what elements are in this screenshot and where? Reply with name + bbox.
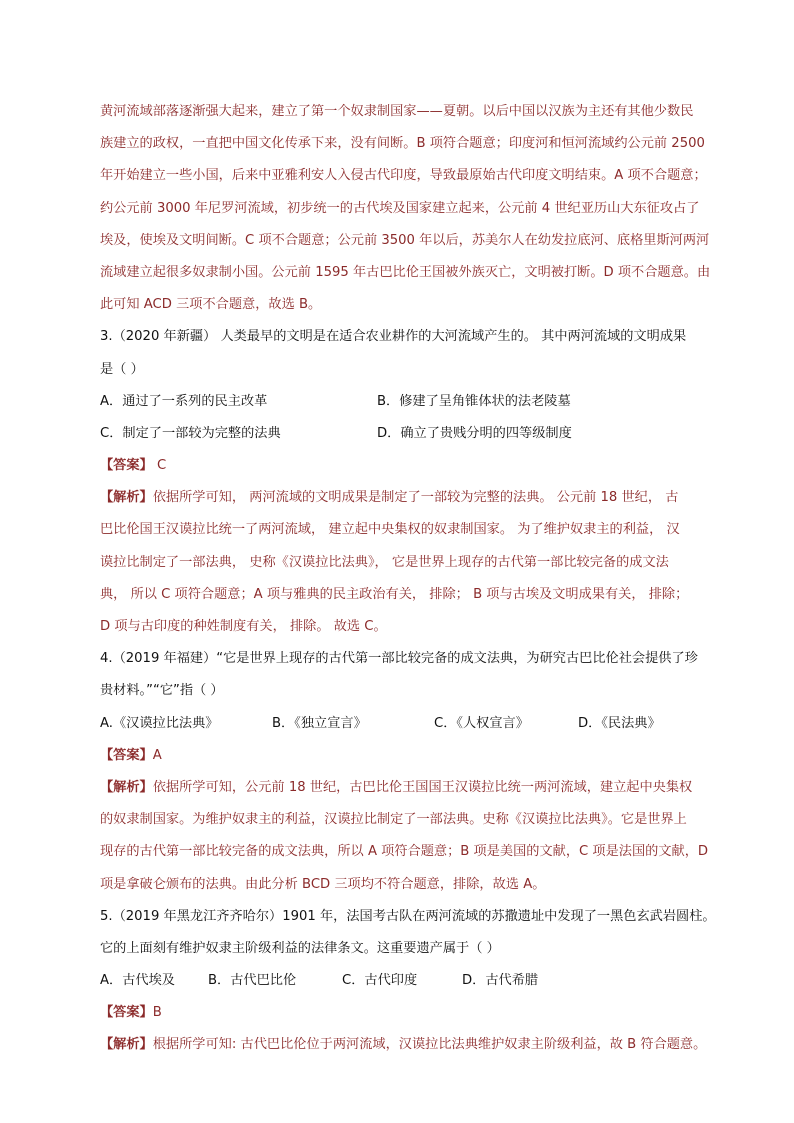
answer-tag: 【答案】 — [100, 458, 153, 474]
analysis-line: 典， 所以 C 项符合题意；A 项与雅典的民主政治有关， 排除； B 项与古埃及文明成果有关， 排除； — [100, 586, 689, 602]
analysis-line: D 项与古印度的种姓制度有关， 排除。 故选 C。 — [100, 619, 387, 634]
option-a: A.《汉谟拉比法典》 — [100, 715, 219, 731]
answer-value: A — [152, 747, 162, 763]
options-row — [100, 386, 736, 418]
question-5 — [100, 901, 736, 1062]
answer-tag: 【答案】 — [100, 1005, 153, 1021]
options-row — [100, 418, 736, 450]
question-stem: 5.（2019 年黑龙江齐齐哈尔）1901 年，法国考古队在两河流域的苏撒遗址中发现了一黑色玄武岩圆柱。 — [100, 908, 716, 924]
text-line: 约公元前 3000 年尼罗河流域，初步统一的古代埃及国家建立起来，公元前 4 世纪亚历山大东征攻占了 — [100, 200, 700, 216]
option-b: B．《独立宣言》 — [272, 715, 367, 731]
option-a: A．古代埃及 — [100, 973, 175, 989]
analysis-line: 【解析】依据所学可知，公元前 18 世纪，古巴比伦王国国王汉谟拉比统一两河流域，建立起中央集权 — [100, 779, 693, 795]
option-b: B．古代巴比伦 — [208, 973, 297, 989]
analysis-line: 巴比伦国王汉谟拉比统一了两河流域， 建立起中央集权的奴隶制国家。 为了维护奴隶主的利益， 汉 — [100, 522, 680, 538]
analysis-line: 的奴隶制国家。为维护奴隶主的利益，汉谟拉比制定了一部法典。史称《汉谟拉比法典》。它是世界上 — [100, 812, 687, 828]
question-stem: 3.（2020 年新疆） 人类最早的文明是在适合农业耕作的大河流域产生的。 其中两河流域的文明成果 — [100, 329, 687, 345]
question-4 — [100, 643, 736, 901]
option-b: B．修建了呈角锥体状的法老陵墓 — [377, 393, 571, 409]
question-stem: 贵材料。”“它”指（ ） — [100, 683, 224, 699]
analysis-line: 谟拉比制定了一部法典， 史称《汉谟拉比法典》， 它是世界上现存的古代第一部比较完备的成文法 — [100, 554, 669, 570]
text-line: 流域建立起很多奴隶制小国。公元前 1595 年古巴比伦王国被外族灭亡，文明被打断。D 项不合题意。由 — [100, 264, 711, 280]
answer-value: B — [152, 1005, 162, 1021]
option-c: C．制定了一部较为完整的法典 — [100, 425, 281, 441]
answer-line — [100, 997, 736, 1029]
text-line: 埃及，使埃及文明间断。C 项不合题意；公元前 3500 年以后，苏美尔人在幼发拉底河、底格里斯河两河 — [100, 232, 710, 248]
option-d: D．《民法典》 — [578, 715, 661, 731]
previous-analysis-continued — [100, 96, 736, 321]
question-stem: 它的上面刻有维护奴隶主阶级利益的法律条文。这重要遗产属于（ ） — [100, 940, 500, 956]
analysis-tag: 【解析】 — [100, 1037, 153, 1053]
options-row — [100, 708, 736, 740]
analysis-line: 【解析】根据所学可知: 古代巴比伦位于两河流域，汉谟拉比法典维护奴隶主阶级利益，故 B 符合题意。 — [100, 1037, 707, 1053]
question-stem: 4.（2019 年福建）“它是世界上现存的古代第一部比较完备的成文法典，为研究古巴比伦社会提供了珍 — [100, 651, 698, 667]
option-c: C．古代印度 — [342, 973, 418, 989]
option-d: D．确立了贵贱分明的四等级制度 — [377, 425, 572, 441]
analysis-line: 现存的古代第一部比较完备的成文法典，所以 A 项符合题意；B 项是美国的文献，C 项是法国的文献，D — [100, 844, 709, 860]
analysis-line: 项是拿破仑颁布的法典。由此分析 BCD 三项均不符合题意，排除，故选 A。 — [100, 876, 546, 892]
question-3 — [100, 321, 736, 643]
question-stem: 是（ ） — [100, 361, 144, 377]
text-line: 黄河流域部落逐渐强大起来，建立了第一个奴隶制国家——夏朝。以后中国以汉族为主还有其他少数民 — [100, 104, 694, 119]
answer-line — [100, 740, 736, 772]
answer-value: C — [152, 458, 167, 474]
text-line: 年开始建立一些小国，后来中亚雅利安人入侵古代印度，导致最原始古代印度文明结束。A 项不合题意； — [100, 168, 707, 184]
analysis-tag: 【解析】 — [100, 779, 153, 795]
option-a: A．通过了一系列的民主改革 — [100, 393, 268, 409]
options-row — [100, 965, 736, 997]
answer-line — [100, 450, 736, 482]
answer-tag: 【答案】 — [100, 747, 153, 763]
text-line: 族建立的政权，一直把中国文化传承下来，没有间断。B 项符合题意；印度河和恒河流域约公元前 2500 — [100, 136, 705, 152]
document-page — [100, 96, 736, 1062]
analysis-tag: 【解析】 — [100, 490, 153, 506]
option-d: D．古代希腊 — [462, 973, 539, 989]
option-c: C．《人权宣言》 — [434, 715, 529, 731]
analysis-line: 【解析】依据所学可知， 两河流域的文明成果是制定了一部较为完整的法典。 公元前 18 世纪， 古 — [100, 490, 679, 506]
text-line: 此可知 ACD 三项不合题意，故选 B。 — [100, 297, 322, 313]
